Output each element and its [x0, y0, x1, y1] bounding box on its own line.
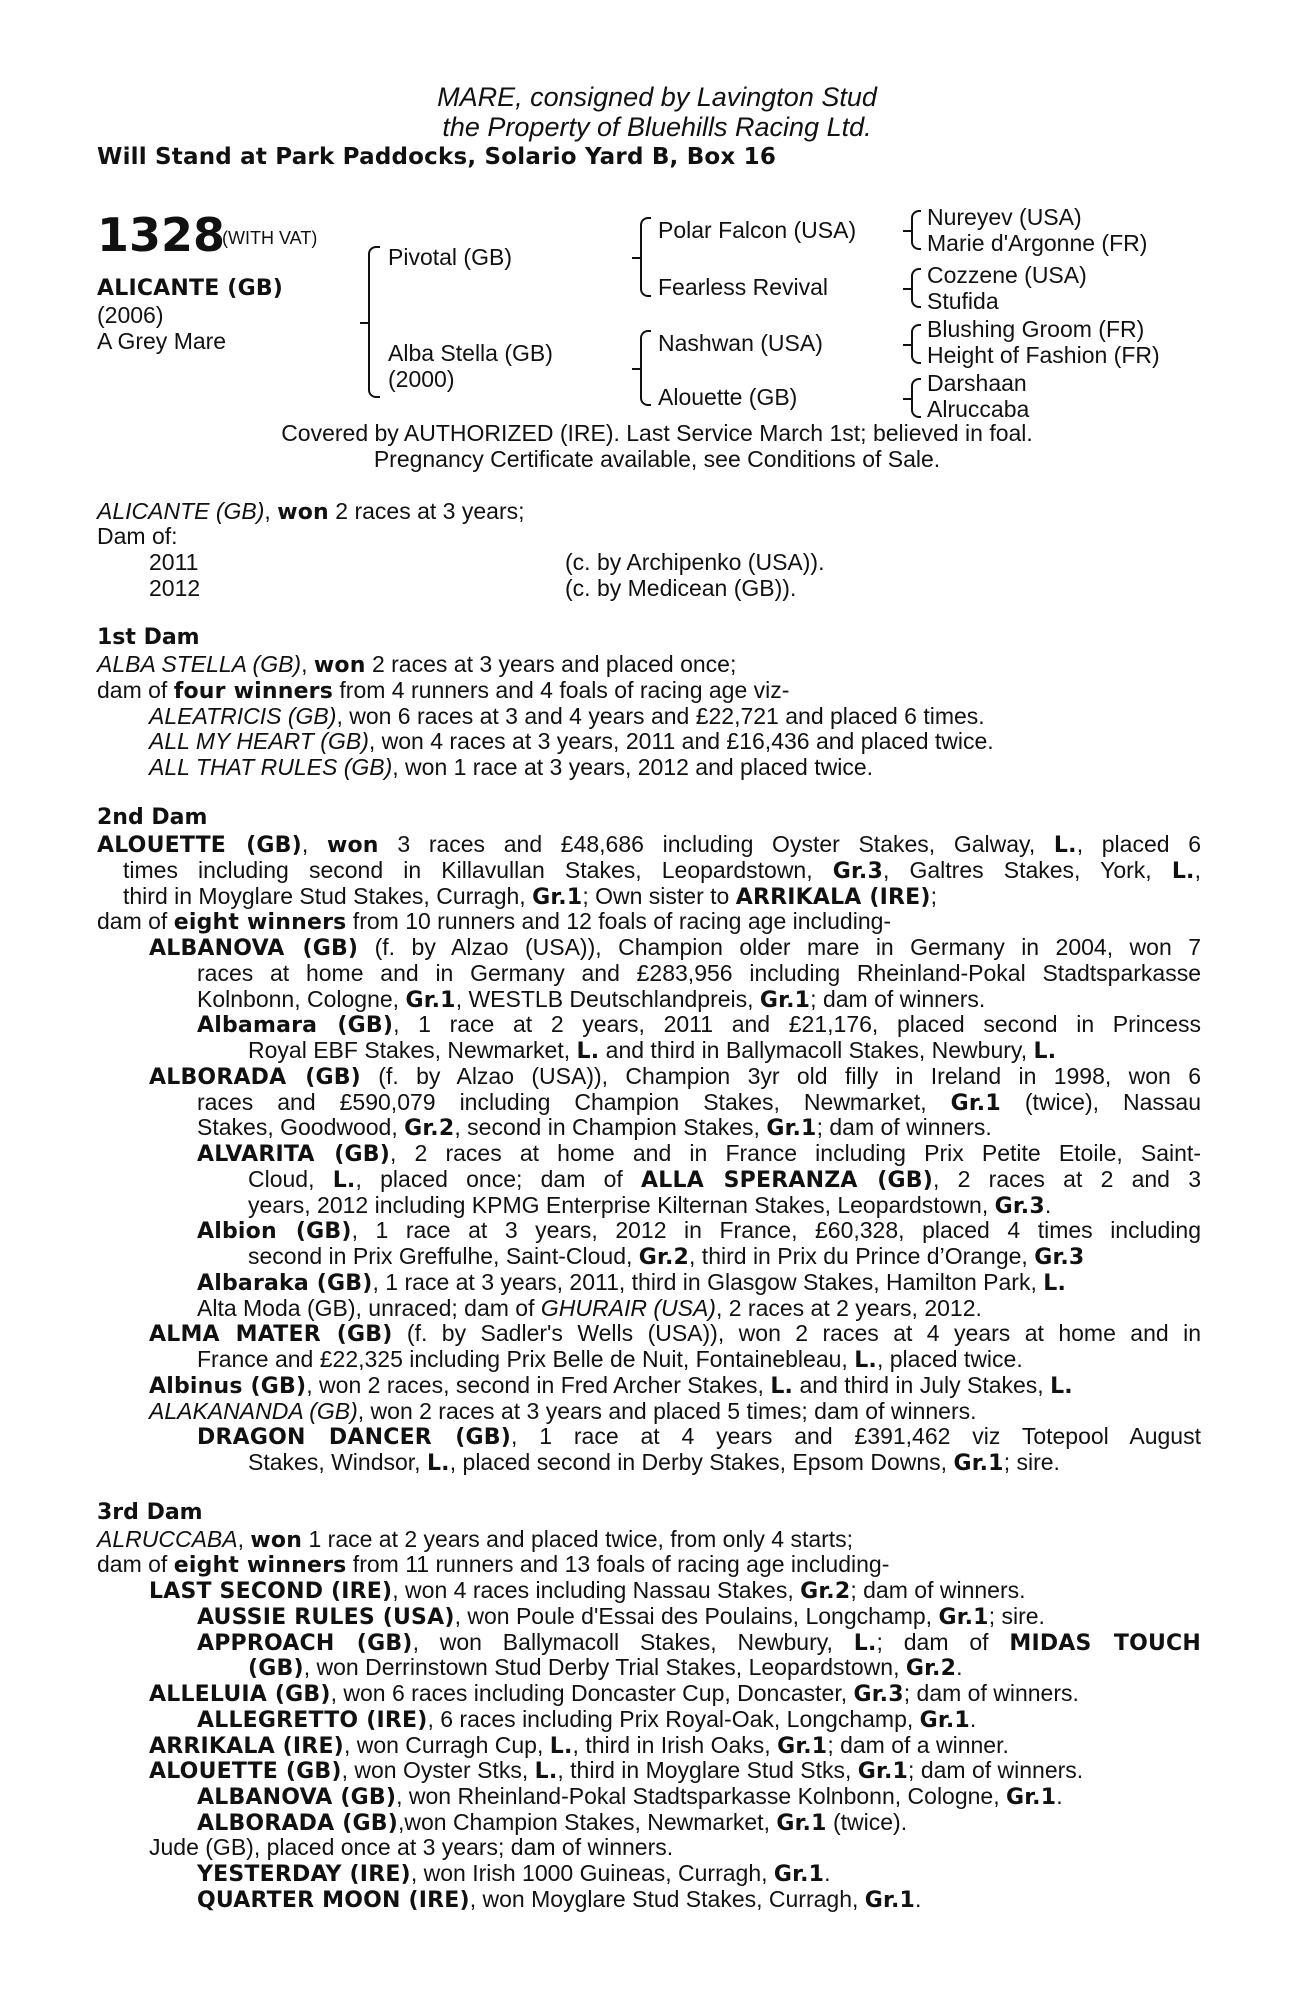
- lot-number: 1328: [97, 208, 226, 262]
- mare-name: ALICANTE (GB): [97, 498, 265, 524]
- first-dam-produce-summary: dam of four winners from 4 runners and 4 foals of racing age viz-: [97, 677, 790, 704]
- first-dam-foal-2: ALL MY HEART (GB), won 4 races at 3 years, 2011 and £16,436 and placed twice.: [149, 728, 994, 754]
- pedigree-sdd: Stufida: [927, 288, 999, 314]
- third-dam-heading: 3rd Dam: [97, 1500, 203, 1525]
- pedigree-dam-dam: Alouette (GB): [658, 384, 798, 410]
- second-dam-line: ALBANOVA (GB) (f. by Alzao (USA)), Champion older mare in Germany in 2004, won 7: [149, 934, 1201, 961]
- header-consignor: MARE, consigned by Lavington Stud: [437, 82, 877, 112]
- pedigree-sds: Cozzene (USA): [927, 262, 1087, 288]
- pedigree-ddd: Alruccaba: [927, 396, 1030, 422]
- pedigree-sire-dam: Fearless Revival: [658, 274, 828, 300]
- second-dam-line: ALBORADA (GB) (f. by Alzao (USA)), Champion 3yr old filly in Ireland in 1998, won 6: [149, 1063, 1201, 1090]
- first-dam-record: ALBA STELLA (GB), won 2 races at 3 years and placed once;: [97, 651, 737, 678]
- pedigree-brace-sire: [640, 217, 651, 297]
- produce-detail-2012: (c. by Medicean (GB)).: [565, 575, 797, 601]
- first-dam-heading: 1st Dam: [97, 625, 200, 650]
- third-dam-line: ALLEGRETTO (IRE), 6 races including Prix Royal-Oak, Longchamp, Gr.1.: [197, 1706, 977, 1733]
- lot-description: A Grey Mare: [97, 328, 227, 354]
- second-dam-line: second in Prix Greffulhe, Saint-Cloud, Gr.2, third in Prix du Prince d’Orange, Gr.3: [248, 1243, 1085, 1270]
- header-property: the Property of Bluehills Racing Ltd.: [442, 112, 872, 142]
- third-dam-line: APPROACH (GB), won Ballymacoll Stakes, Newbury, L.; dam of MIDAS TOUCH: [197, 1629, 1202, 1656]
- mare-won: won: [277, 500, 329, 525]
- second-dam-line: Albaraka (GB), 1 race at 3 years, 2011, third in Glasgow Stakes, Hamilton Park, L.: [197, 1269, 1067, 1296]
- second-dam-line: ALAKANANDA (GB), won 2 races at 3 years and placed 5 times; dam of winners.: [149, 1398, 977, 1424]
- third-dam-line: ALBORADA (GB),won Champion Stakes, Newmarket, Gr.1 (twice).: [197, 1809, 908, 1836]
- second-dam-line: races at home and in Germany and £283,956 including Rheinland-Pokal Stadtsparkasse: [197, 960, 1201, 986]
- pedigree-dam: Alba Stella (GB): [388, 340, 553, 366]
- second-dam-line: France and £22,325 including Prix Belle de Nuit, Fontainebleau, L., placed twice.: [197, 1346, 1023, 1373]
- third-dam-line: ARRIKALA (IRE), won Curragh Cup, L., third in Irish Oaks, Gr.1; dam of a winner.: [149, 1732, 1009, 1759]
- second-dam-line: races and £590,079 including Champion Stakes, Newmarket, Gr.1 (twice), Nassau: [197, 1089, 1202, 1116]
- pedigree-sire-sire: Polar Falcon (USA): [658, 217, 857, 243]
- second-dam-line: dam of eight winners from 10 runners and 12 foals of racing age including-: [97, 908, 892, 935]
- produce-detail-2011: (c. by Archipenko (USA)).: [565, 549, 825, 575]
- pedigree-ssd: Marie d'Argonne (FR): [927, 230, 1148, 256]
- cover-line2: Pregnancy Certificate available, see Conditions of Sale.: [373, 446, 941, 472]
- produce-year-2012: 2012: [149, 575, 201, 601]
- second-dam-line: ALMA MATER (GB) (f. by Sadler's Wells (USA)), won 2 races at 4 years at home and in: [149, 1320, 1202, 1347]
- second-dam-line: Royal EBF Stakes, Newmarket, L. and third in Ballymacoll Stakes, Newbury, L.: [248, 1037, 1057, 1064]
- first-dam-foal-3: ALL THAT RULES (GB), won 1 race at 3 years, 2012 and placed twice.: [149, 754, 873, 780]
- mare-record-rest: 2 races at 3 years;: [328, 498, 525, 524]
- pedigree-dsd: Height of Fashion (FR): [927, 342, 1160, 368]
- second-dam-line: Stakes, Windsor, L., placed second in Derby Stakes, Epsom Downs, Gr.1; sire.: [248, 1449, 1060, 1476]
- second-dam-line: Alta Moda (GB), unraced; dam of GHURAIR (USA), 2 races at 2 years, 2012.: [197, 1295, 982, 1321]
- second-dam-line: years, 2012 including KPMG Enterprise Kilternan Stakes, Leopardstown, Gr.3.: [248, 1192, 1052, 1219]
- pedigree-sss: Nureyev (USA): [927, 204, 1082, 230]
- pedigree-brace-ss: [911, 210, 921, 250]
- third-dam-line: YESTERDAY (IRE), won Irish 1000 Guineas, Curragh, Gr.1.: [197, 1860, 831, 1887]
- first-dam-foal-1: ALEATRICIS (GB), won 6 races at 3 and 4 years and £22,721 and placed 6 times.: [149, 703, 985, 729]
- pedigree-brace-sd: [911, 268, 921, 308]
- pedigree-dam-year: (2000): [388, 366, 455, 392]
- third-dam-line: QUARTER MOON (IRE), won Moyglare Stud Stakes, Curragh, Gr.1.: [197, 1886, 922, 1913]
- lot-name: ALICANTE (GB): [97, 276, 284, 301]
- second-dam-line: DRAGON DANCER (GB), 1 race at 4 years and £391,462 viz Totepool August: [197, 1423, 1201, 1450]
- pedigree-dss: Blushing Groom (FR): [927, 316, 1145, 342]
- cover-line1: Covered by AUTHORIZED (IRE). Last Service March 1st; believed in foal.: [281, 420, 1033, 446]
- lot-year: (2006): [97, 302, 164, 328]
- mare-record: ALICANTE (GB), won 2 races at 3 years;: [97, 498, 525, 525]
- second-dam-line: ALVARITA (GB), 2 races at home and in France including Prix Petite Etoile, Saint-: [197, 1140, 1201, 1167]
- third-dam-line: Jude (GB), placed once at 3 years; dam of winners.: [149, 1834, 674, 1860]
- pedigree-dds: Darshaan: [927, 370, 1027, 396]
- second-dam-line: times including second in Killavullan Stakes, Leopardstown, Gr.3, Galtres Stakes, York, L.,: [123, 857, 1201, 884]
- third-dam-line: LAST SECOND (IRE), won 4 races including Nassau Stakes, Gr.2; dam of winners.: [149, 1577, 1026, 1604]
- third-dam-line: dam of eight winners from 11 runners and 13 foals of racing age including-: [97, 1551, 890, 1578]
- third-dam-line: ALBANOVA (GB), won Rheinland-Pokal Stadtsparkasse Kolnbonn, Cologne, Gr.1.: [197, 1783, 1063, 1810]
- pedigree-dam-sire: Nashwan (USA): [658, 330, 823, 356]
- pedigree-brace-main: [368, 246, 380, 398]
- second-dam-heading: 2nd Dam: [97, 805, 208, 830]
- second-dam-line: Albamara (GB), 1 race at 2 years, 2011 and £21,176, placed second in Princess: [197, 1011, 1201, 1038]
- produce-year-2011: 2011: [149, 549, 199, 575]
- pedigree-brace-dam: [640, 330, 651, 406]
- second-dam-line: ALOUETTE (GB), won 3 races and £48,686 including Oyster Stakes, Galway, L., placed 6: [97, 831, 1201, 858]
- pedigree-sire: Pivotal (GB): [388, 244, 512, 270]
- pedigree-brace-ds: [911, 324, 921, 364]
- mare-damof: Dam of:: [97, 523, 178, 549]
- second-dam-line: Albinus (GB), won 2 races, second in Fred Archer Stakes, L. and third in July Stakes, L.: [149, 1372, 1073, 1399]
- second-dam-line: Kolnbonn, Cologne, Gr.1, WESTLB Deutschlandpreis, Gr.1; dam of winners.: [197, 986, 986, 1013]
- second-dam-line: Albion (GB), 1 race at 3 years, 2012 in France, £60,328, placed 4 times including: [197, 1217, 1201, 1244]
- third-dam-line: ALRUCCABA, won 1 race at 2 years and placed twice, from only 4 starts;: [97, 1526, 854, 1553]
- third-dam-line: (GB), won Derrinstown Stud Derby Trial Stakes, Leopardstown, Gr.2.: [248, 1654, 963, 1681]
- third-dam-line: AUSSIE RULES (USA), won Poule d'Essai des Poulains, Longchamp, Gr.1; sire.: [197, 1603, 1045, 1630]
- second-dam-line: third in Moyglare Stud Stakes, Curragh, Gr.1; Own sister to ARRIKALA (IRE);: [123, 883, 938, 910]
- third-dam-line: ALLELUIA (GB), won 6 races including Doncaster Cup, Doncaster, Gr.3; dam of winners.: [149, 1680, 1079, 1707]
- header-stand: Will Stand at Park Paddocks, Solario Yard B, Box 16: [97, 144, 777, 170]
- pedigree-brace-dd: [911, 378, 921, 418]
- second-dam-line: Cloud, L., placed once; dam of ALLA SPERANZA (GB), 2 races at 2 and 3: [248, 1166, 1201, 1193]
- third-dam-line: ALOUETTE (GB), won Oyster Stks, L., third in Moyglare Stud Stks, Gr.1; dam of winners.: [149, 1757, 1084, 1784]
- vat-note: (WITH VAT): [222, 228, 318, 248]
- second-dam-line: Stakes, Goodwood, Gr.2, second in Champion Stakes, Gr.1; dam of winners.: [197, 1114, 992, 1141]
